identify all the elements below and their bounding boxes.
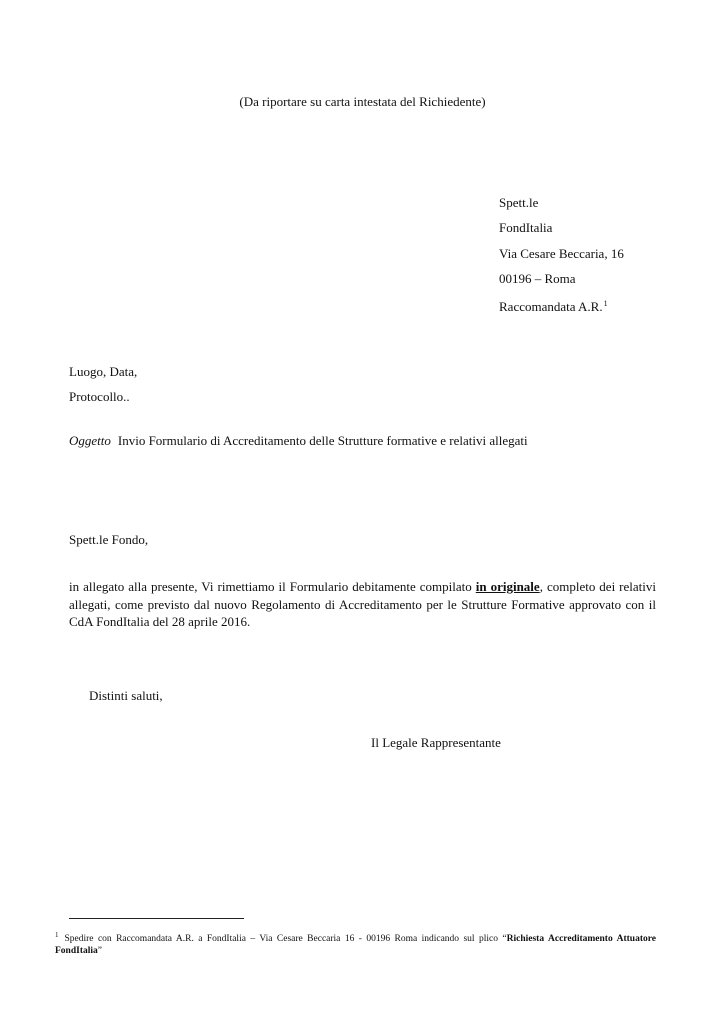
- subject-label: Oggetto: [69, 433, 111, 448]
- recipient-salutation: Spett.le: [499, 195, 539, 210]
- recipient-street: Via Cesare Beccaria, 16: [499, 245, 624, 261]
- footnote-divider: [69, 918, 244, 919]
- place-date: Luogo, Data,: [69, 364, 138, 379]
- signature-label: Il Legale Rappresentante: [371, 735, 501, 750]
- body-emphasis: in originale: [475, 579, 540, 594]
- recipient-block: [499, 190, 624, 319]
- footnote: [55, 929, 656, 957]
- letterhead-note: (Da riportare su carta intestata del Richiedente): [239, 94, 486, 109]
- recipient-delivery: [499, 291, 624, 319]
- footnote-bold: Richiesta Accreditamento Attuatore FondItalia: [55, 934, 656, 956]
- footnote-text: Spedire con Raccomandata A.R. a FondItalia – Via Cesare Beccaria 16 - 00196 Roma indicando sul plico “: [64, 934, 507, 944]
- body-paragraph: [69, 578, 656, 631]
- closing: Distinti saluti,: [89, 688, 163, 703]
- footnote-number: 1: [55, 931, 59, 939]
- letter-meta: [69, 359, 137, 409]
- footnote-ref: 1: [603, 299, 608, 309]
- delivery-method: Raccomandata A.R.: [499, 299, 603, 315]
- recipient-city: 00196 – Roma: [499, 270, 576, 286]
- salutation: Spett.le Fondo,: [69, 532, 149, 547]
- subject-line: [69, 433, 528, 449]
- recipient-name: FondItalia: [499, 220, 553, 236]
- body-text-start: in allegato alla presente, Vi rimettiamo il Formulario debitamente compilato: [69, 579, 476, 594]
- body-text-end: , completo dei relativi allegati, come previsto dal nuovo Regolamento di Accreditamento per le Strutture Formative approvato con il CdA FondItalia del 28 aprile 2016.: [69, 579, 657, 629]
- subject-text: Invio Formulario di Accreditamento delle Strutture formative e relativi allegati: [117, 433, 528, 448]
- footnote-end: ”: [97, 946, 102, 956]
- protocol: Protocollo..: [69, 389, 130, 404]
